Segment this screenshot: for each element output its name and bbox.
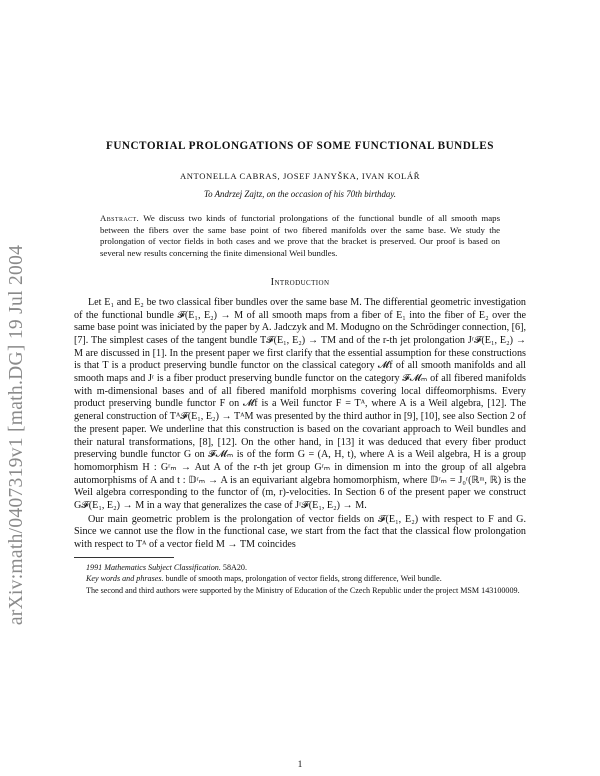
paragraph: Let E₁ and E₂ be two classical fiber bundles over the same base M. The differential geometric investigation of the functional bundle 𝓕(E₁, E₂) → M of all smooth maps from a fiber of E₁ into the fiber of E₂ over the same base point was iniciated by the paper by A. Jadczyk and M. Modugno on the Schrödinger connection, [6], [7]. The simplest cases of the tangent bundle T𝓕(E₁, E₂) → TM and of the r-th jet prolongation Jʳ𝓕(E₁, E₂) → M are discussed in [1]. In the present paper we first clarify that the essential assumption for these constructions is that T is a product preserving bundle functor on the classical category 𝓜f of all smooth manifolds and all smooth maps and Jʳ is a fiber product preserving bundle functor on the category 𝓕𝓜ₘ of all fibered manifolds with m-dimensional bases and of all fibered manifold morphisms covering local diffeomorphisms. Every product preserving bundle functor F on 𝓜f is a Weil functor F = Tᴬ, where A is a Weil algebra, [12]. The general construction of Tᴬ𝓕(E₁, E₂) → TᴬM was presented by the third author in [9], [10], see also Section 2 of the present paper. We underline that this construction is based on the covariant approach to Weil bundles and their natural transformations, [8], [12]. On the other hand, in [13] it was deduced that every fiber product preserving bundle functor G on 𝓕𝓜ₘ is of the form G = (A, H, t), where A is a Weil algebra, H is a group homomorphism H : Gʳₘ → Aut A of the r-th jet group Gʳₘ in dimension m into the group of all algebra automorphisms of A and t : 𝔻ʳₘ → A is an equivariant algebra homomorphism, where 𝔻ʳₘ = J₀ʳ(ℝᵐ, ℝ) is the Weil algebra corresponding to the functor of (m, r)-velocities. In Section 6 of the present paper we construct G𝓕(E₁, E₂) → M in a way that generalizes the case of Jʳ𝓕(E₁, E₂) → M.: [74, 296, 526, 512]
keywords-label: Key words and phrases.: [86, 574, 164, 584]
abstract-text: We discuss two kinds of functorial prolongations of the functional bundle of all smooth maps between the fibers over the same base point of two fibered manifolds over the same base. We study the prolongation of vector fields in both cases and we prove that the bracket is preserved. Our proof is based on several new results concerning the finite dimensional Weil bundles.: [100, 213, 500, 259]
keywords-value: bundle of smooth maps, prolongation of vector fields, strong difference, Weil bundle.: [165, 574, 442, 584]
paper-page: [74, 140, 526, 598]
msc-value: 58A20.: [222, 562, 247, 572]
dedication: To Andrzej Zajtz, on the occasion of his 70th birthday.: [203, 189, 397, 199]
paragraph: Our main geometric problem is the prolongation of vector fields on 𝓕(E₁, E₂) with respect to F and G. Since we cannot use the flow in the functional case, we start from the fact that the classical flow prolongation with respect to Tᴬ of a vector field M → TM coincides: [74, 513, 526, 551]
footnote-support: The second and third authors were supported by the Ministry of Education of the Czech Republic under the project MSM 143100009.: [86, 586, 520, 596]
footnote-rule: [74, 557, 174, 558]
abstract-label: Abstract.: [100, 213, 140, 223]
footnote-msc: [74, 563, 526, 574]
paper-authors: ANTONELLA CABRAS, JOSEF JANYŠKA, IVAN KOLÁŘ: [179, 171, 421, 181]
page-number: 1: [297, 760, 303, 770]
abstract: [100, 213, 500, 260]
footnote-keywords: [74, 574, 526, 585]
arxiv-identifier-margin: [2, 160, 32, 710]
section-heading: Introduction: [270, 276, 330, 288]
paper-body: [74, 297, 526, 552]
msc-label: 1991 Mathematics Subject Classification.: [86, 562, 221, 572]
arxiv-identifier: arXiv:math/0407319v1 [math.DG] 19 Jul 2004: [6, 244, 27, 626]
paper-title: FUNCTORIAL PROLONGATIONS OF SOME FUNCTIONAL BUNDLES: [105, 140, 494, 152]
